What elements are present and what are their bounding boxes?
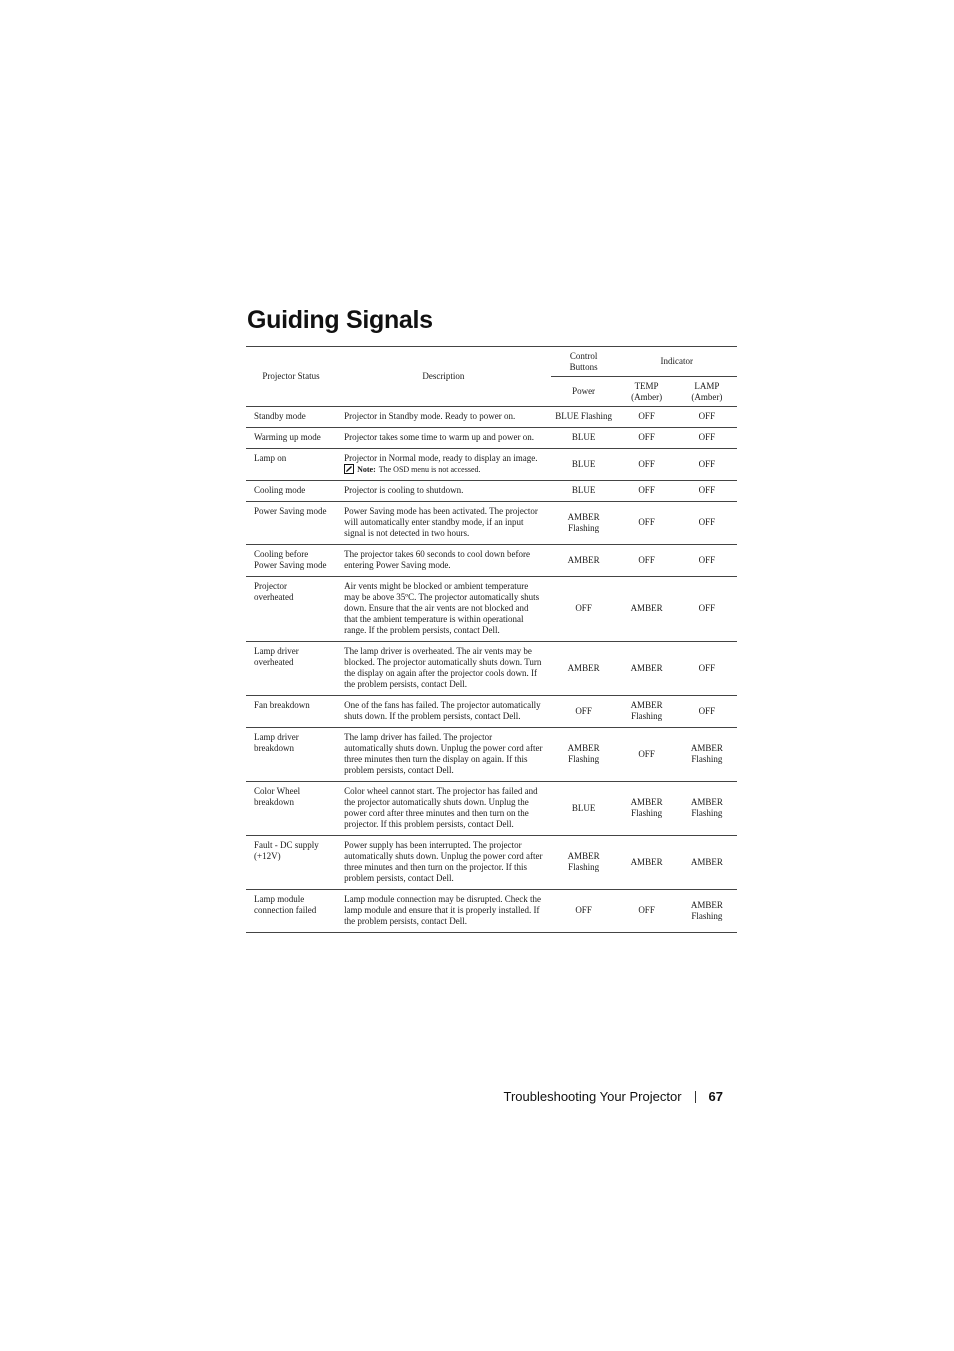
description-cell: The lamp driver has failed. The projector automatically shuts down. Unplug the power cord after three minutes then turn the display on again. If this problem persists, contact Dell. [336,728,551,782]
power-cell: OFF [551,890,617,933]
status-cell: Fan breakdown [246,696,336,728]
power-cell: AMBER Flashing [551,728,617,782]
lamp-cell: AMBER Flashing [677,728,737,782]
table-row [246,481,737,502]
description-cell: The projector takes 60 seconds to cool down before entering Power Saving mode. [336,545,551,577]
description-cell: Air vents might be blocked or ambient temperature may be above 35ºC. The projector automatically shuts down. Ensure that the air vents are not blocked and that the ambient temperature is within operational range. If the problem persists, contact Dell. [336,577,551,642]
power-cell: AMBER [551,545,617,577]
lamp-cell: OFF [677,642,737,696]
temp-cell: OFF [616,449,676,481]
temp-cell: AMBER [616,577,676,642]
power-cell: OFF [551,696,617,728]
table-row [246,449,737,481]
lamp-cell: OFF [677,502,737,545]
description-cell: The lamp driver is overheated. The air vents may be blocked. The projector automatically shuts down. Turn the display on again after the projector cools down. If the problem persists, contact Dell. [336,642,551,696]
temp-cell: OFF [616,890,676,933]
table-row [246,728,737,782]
table-row [246,696,737,728]
table-row [246,407,737,428]
temp-cell: OFF [616,502,676,545]
power-cell: BLUE [551,782,617,836]
table-row [246,642,737,696]
power-cell: OFF [551,577,617,642]
header-power: Power [551,377,617,407]
lamp-cell: OFF [677,577,737,642]
status-cell: Standby mode [246,407,336,428]
power-cell: BLUE [551,481,617,502]
status-cell: Lamp driver overheated [246,642,336,696]
status-cell: Projector overheated [246,577,336,642]
description-text: Projector in Normal mode, ready to display an image. [344,453,538,463]
footer-divider [695,1091,696,1103]
temp-cell: OFF [616,728,676,782]
page-footer [504,1089,724,1104]
description-cell: Power Saving mode has been activated. The projector will automatically enter standby mode, if an input signal is not detected in two hours. [336,502,551,545]
status-cell: Cooling before Power Saving mode [246,545,336,577]
status-cell: Cooling mode [246,481,336,502]
description-cell: Power supply has been interrupted. The projector automatically shuts down. Unplug the power cord after three minutes and then turn on the projector. If this problem persists, contact Dell. [336,836,551,890]
note-pencil-icon [344,464,354,474]
header-description: Description [336,347,551,407]
power-cell: AMBER [551,642,617,696]
description-cell: Projector takes some time to warm up and power on. [336,428,551,449]
lamp-cell: OFF [677,407,737,428]
temp-cell: AMBER [616,642,676,696]
description-cell: Lamp module connection may be disrupted. Check the lamp module and ensure that it is properly installed. If the problem persists, contact Dell. [336,890,551,933]
temp-cell: AMBER Flashing [616,782,676,836]
note-label: Note: [357,465,376,474]
lamp-cell: AMBER [677,836,737,890]
temp-cell: OFF [616,545,676,577]
status-cell: Power Saving mode [246,502,336,545]
guiding-signals-table [246,346,737,933]
note-text: The OSD menu is not accessed. [378,465,481,474]
lamp-cell: OFF [677,428,737,449]
status-cell: Lamp module connection failed [246,890,336,933]
header-indicator: Indicator [616,347,737,377]
table-row [246,782,737,836]
table-row [246,890,737,933]
lamp-cell: OFF [677,545,737,577]
header-projector-status: Projector Status [246,347,336,407]
lamp-cell: AMBER Flashing [677,890,737,933]
description-cell [336,449,551,481]
temp-cell: AMBER Flashing [616,696,676,728]
description-cell: One of the fans has failed. The projector automatically shuts down. If the problem persists, contact Dell. [336,696,551,728]
table-row [246,577,737,642]
lamp-cell: AMBER Flashing [677,782,737,836]
lamp-cell: OFF [677,449,737,481]
temp-cell: AMBER [616,836,676,890]
power-cell: BLUE [551,449,617,481]
power-cell: BLUE Flashing [551,407,617,428]
header-temp: TEMP (Amber) [616,377,676,407]
page-title: Guiding Signals [247,306,433,334]
header-control-buttons: Control Buttons [551,347,617,377]
table-row [246,545,737,577]
status-cell: Lamp on [246,449,336,481]
table-row [246,502,737,545]
footer-section-title: Troubleshooting Your Projector [503,1089,682,1104]
table-row [246,428,737,449]
page-number: 67 [708,1089,723,1104]
table-row [246,836,737,890]
temp-cell: OFF [616,428,676,449]
status-cell: Color Wheel breakdown [246,782,336,836]
note [344,464,543,475]
temp-cell: OFF [616,407,676,428]
description-cell: Projector is cooling to shutdown. [336,481,551,502]
temp-cell: OFF [616,481,676,502]
power-cell: BLUE [551,428,617,449]
description-cell: Projector in Standby mode. Ready to power on. [336,407,551,428]
status-cell: Fault - DC supply (+12V) [246,836,336,890]
power-cell: AMBER Flashing [551,836,617,890]
power-cell: AMBER Flashing [551,502,617,545]
header-lamp: LAMP (Amber) [677,377,737,407]
lamp-cell: OFF [677,481,737,502]
status-cell: Warming up mode [246,428,336,449]
description-cell: Color wheel cannot start. The projector has failed and the projector automatically shuts down. Unplug the power cord after three minutes and then turn on the projector. If this problem persists, contact Dell. [336,782,551,836]
status-cell: Lamp driver breakdown [246,728,336,782]
lamp-cell: OFF [677,696,737,728]
